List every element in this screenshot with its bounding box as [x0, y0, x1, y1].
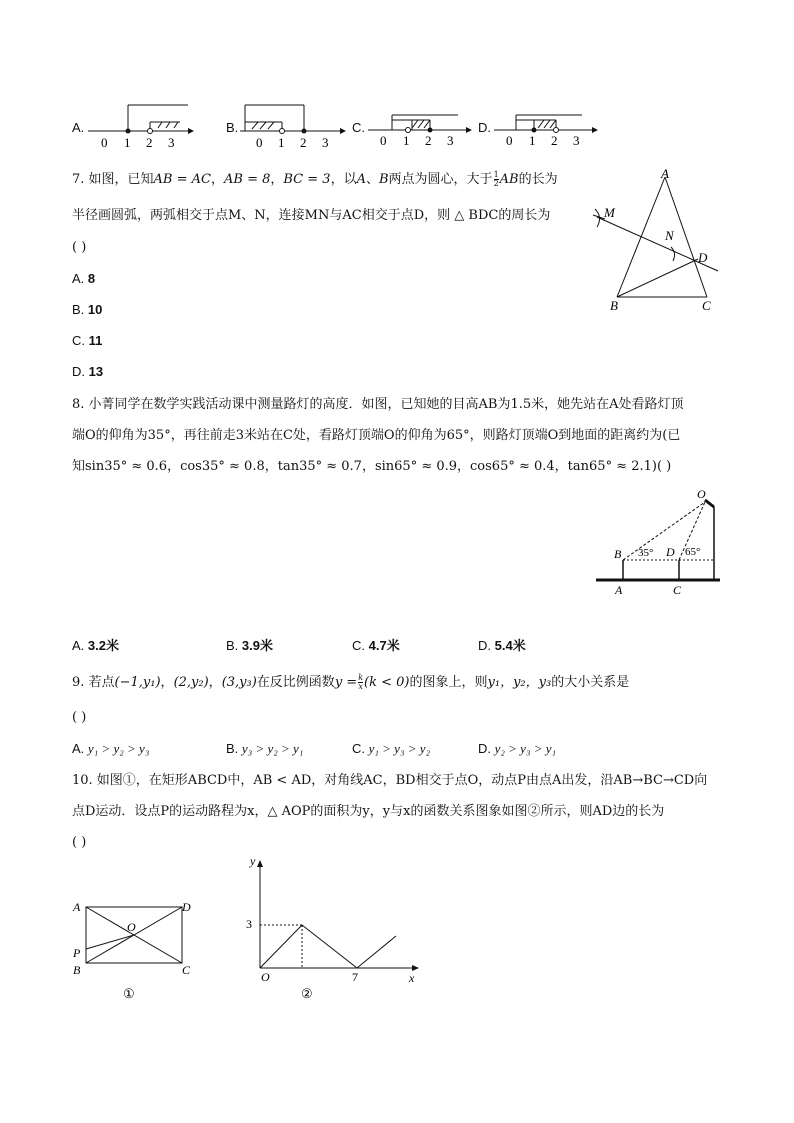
svg-text:3: 3 — [322, 135, 329, 150]
q7-option-c[interactable]: C. 11 — [72, 333, 103, 348]
svg-text:x: x — [409, 971, 415, 985]
q6-option-c-numberline[interactable] — [368, 100, 478, 150]
q6-option-d-numberline[interactable] — [494, 100, 604, 150]
q8-option-c[interactable]: C. 4.7米 — [352, 638, 400, 653]
q7-stem-line2: 半径画圆弧，两弧相交于点M、N，连接MN与AC相交于点D，则 △ BDC的周长为 — [72, 208, 551, 223]
q9-fraction: $\frac{k}{x}$ — [358, 673, 364, 691]
svg-text:D: D — [698, 250, 708, 265]
q10-answer-paren: ( ) — [72, 835, 87, 850]
svg-text:1: 1 — [278, 135, 285, 150]
svg-text:35°: 35° — [638, 547, 654, 559]
svg-text:B: B — [614, 547, 622, 561]
svg-text:A: A — [73, 900, 81, 914]
svg-text:1: 1 — [403, 133, 410, 148]
svg-text:3: 3 — [168, 135, 175, 150]
q7-triangle-figure — [585, 165, 725, 315]
svg-text:B: B — [610, 298, 618, 313]
q10-stem-line2: 点D运动．设点P的运动路程为x，△ AOP的面积为y，y与x的函数关系图象如图②所示，则AD边的长为 — [72, 804, 665, 819]
q9-option-b[interactable]: B. y₃ > y₂ > y₁ — [226, 741, 304, 756]
q8-option-a[interactable]: A. 3.2米 — [72, 638, 119, 653]
q8-streetlight-figure — [594, 483, 724, 598]
svg-text:1: 1 — [124, 135, 131, 150]
q7-option-a[interactable]: A. 8 — [72, 271, 96, 286]
q7-fraction: $\frac{1}{2}$ — [493, 170, 499, 188]
svg-text:C: C — [673, 583, 682, 597]
q9-option-c[interactable]: C. y₁ > y₃ > y₂ — [352, 741, 431, 756]
svg-text:65°: 65° — [685, 546, 701, 558]
svg-text:O: O — [127, 920, 136, 934]
q6-option-d-letter: D. — [478, 120, 491, 135]
q9-stem-line1: 9. 若点(−1,y₁)，(2,y₂)，(3,y₃)在反比例函数y = $\frac{k}{x}$ (k < 0)的图象上，则y₁，y₂，y₃的大小关系是 — [72, 673, 630, 691]
svg-text:P: P — [73, 946, 81, 960]
q9-option-a[interactable]: A. y₁ > y₂ > y₃ — [72, 741, 150, 756]
svg-text:A: A — [661, 166, 669, 181]
q10-rectangle-figure — [70, 895, 200, 1005]
q10-stem-line1: 10. 如图①，在矩形ABCD中，AB < AD，对角线AC，BD相交于点O，动点P由点A出发，沿AB→BC→CD向 — [72, 773, 708, 788]
q8-stem-line3: 知sin35° ≈ 0.6，cos35° ≈ 0.8，tan35° ≈ 0.7，sin65° ≈ 0.9，cos65° ≈ 0.4，tan65° ≈ 2.1)( ) — [72, 459, 672, 474]
svg-text:B: B — [73, 963, 81, 977]
svg-text:0: 0 — [101, 135, 108, 150]
q8-stem-line2: 端O的仰角为35°，再往前走3米站在C处，看路灯顶端O的仰角为65°，则路灯顶端O到地面的距离约为(已 — [72, 428, 681, 443]
svg-text:O: O — [261, 970, 270, 984]
svg-text:0: 0 — [256, 135, 263, 150]
svg-text:D: D — [666, 545, 675, 559]
q6-option-b-numberline[interactable] — [240, 100, 350, 150]
svg-text:3: 3 — [447, 133, 454, 148]
q6-option-b-letter: B. — [226, 120, 239, 135]
q6-option-a-numberline[interactable] — [88, 100, 198, 150]
q7-stem-line1: 7. 如图，已知AB = AC，AB = 8，BC = 3，以A、B两点为圆心，大于 $\frac{1}{2}$ AB的长为 — [72, 170, 558, 188]
q8-stem-line1: 8. 小菁同学在数学实践活动课中测量路灯的高度．如图，已知她的目高AB为1.5米，她先站在A处看路灯顶 — [72, 397, 684, 412]
svg-text:2: 2 — [425, 133, 432, 148]
svg-text:y: y — [250, 854, 256, 868]
svg-text:3: 3 — [573, 133, 580, 148]
svg-text:2: 2 — [300, 135, 307, 150]
svg-text:M: M — [604, 205, 615, 220]
svg-text:3: 3 — [246, 917, 252, 931]
svg-text:1: 1 — [529, 133, 536, 148]
svg-text:①: ① — [123, 986, 135, 1001]
svg-text:2: 2 — [551, 133, 558, 148]
q8-option-d[interactable]: D. 5.4米 — [478, 638, 526, 653]
q6-option-a-letter: A. — [72, 120, 85, 135]
svg-text:C: C — [702, 298, 711, 313]
svg-text:2: 2 — [146, 135, 153, 150]
svg-text:O: O — [697, 487, 706, 501]
svg-text:7: 7 — [352, 970, 358, 984]
q9-option-d[interactable]: D. y₂ > y₃ > y₁ — [478, 741, 557, 756]
svg-text:A: A — [615, 583, 623, 597]
q10-function-graph — [236, 855, 426, 1005]
svg-text:D: D — [182, 900, 191, 914]
svg-text:0: 0 — [506, 133, 513, 148]
q9-answer-paren: ( ) — [72, 710, 87, 725]
svg-text:N: N — [665, 228, 674, 243]
q7-option-d[interactable]: D. 13 — [72, 364, 104, 379]
svg-text:②: ② — [301, 986, 313, 1001]
svg-text:C: C — [182, 963, 191, 977]
q7-option-b[interactable]: B. 10 — [72, 302, 103, 317]
svg-text:0: 0 — [380, 133, 387, 148]
q8-option-b[interactable]: B. 3.9米 — [226, 638, 273, 653]
q7-answer-paren: ( ) — [72, 240, 87, 255]
q6-option-c-letter: C. — [352, 120, 365, 135]
